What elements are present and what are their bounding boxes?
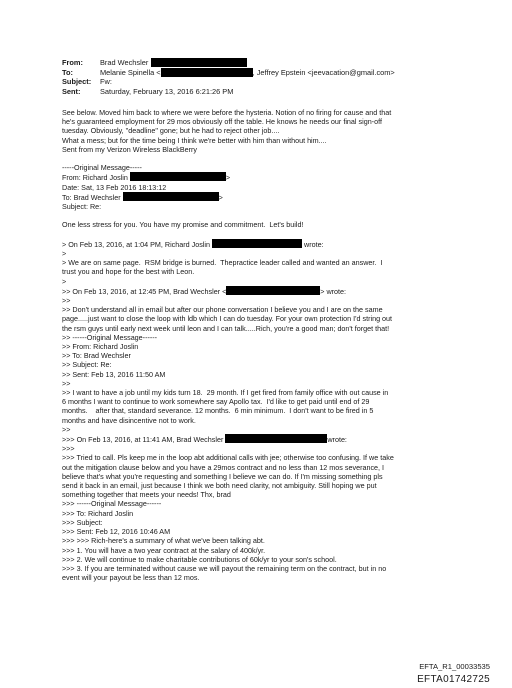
quote-line: >>> 1. You will have a two year contract at the salary of 400k/yr. [62, 545, 266, 555]
quote-line: >> To: Brad Wechsler [62, 351, 131, 361]
body-line: tuesday. Obviously, "deadline" gone; but he had to reject other job.... [62, 126, 280, 136]
body-line: Sent from my Verizon Wireless BlackBerry [62, 144, 198, 154]
bates-number-secondary: EFTA01742725 [417, 674, 490, 685]
from-label: From: [62, 58, 83, 67]
sent-value: Saturday, February 13, 2016 6:21:26 PM [100, 86, 234, 96]
quote-line: >>> [62, 444, 75, 454]
quote-line: >> Don't understand all in email but after our phone conversation I believe you and I are on the same [62, 305, 383, 315]
quote2-wrote: > wrote: [320, 286, 347, 296]
quote-line: trust you and hope for the best with Leon. [62, 267, 195, 277]
quote2-head-line [62, 286, 454, 296]
quote-line: >>> ------Original Message------ [62, 499, 162, 509]
quote-line: >>> Sent: Feb 12, 2016 10:46 AM [62, 527, 171, 537]
quote1-head: > On Feb 13, 2016, at 1:04 PM, Richard Joslin [62, 239, 211, 249]
sent-label: Sent: [62, 86, 81, 96]
quote2-head: >> On Feb 13, 2016, at 12:45 PM, Brad Wechsler < [62, 286, 227, 296]
original-to: To: Brad Wechsler [62, 192, 121, 202]
quote-line: months. after that, standard severance. 12 months. 6 min minimum. I don't want to be fired in 5 [62, 406, 374, 416]
quote-line: >> Subject: Re: [62, 360, 112, 370]
quote-line: >>> 3. If you are terminated without cause we will payout the remaining term on the contract, but in no [62, 563, 387, 573]
original-date: Date: Sat, 13 Feb 2016 18:13:12 [62, 182, 167, 192]
quote-line: 6 months I want to continue to work somewhere say Apollo tax. I'd like to get paid until end of 29 [62, 397, 370, 407]
body-line: he's guaranteed employment for 29 mos obviously off the table. He knows he needs our final sign-off [62, 117, 382, 127]
original-from: From: Richard Joslin [62, 173, 128, 183]
original-from-line: From: Richard Joslin > [62, 173, 231, 183]
redaction-bar [226, 286, 320, 295]
quote1-wrote: wrote: [304, 239, 324, 249]
quote-line: > [62, 249, 67, 258]
email-body [62, 108, 454, 582]
original-to-line: To: Brad Wechsler > [62, 192, 223, 202]
quote-line: >>> Subject: [62, 517, 103, 527]
quote-line: >> [62, 424, 71, 434]
quote-line: >> From: Richard Joslin [62, 342, 139, 352]
redaction-bar [151, 58, 247, 67]
bates-number-primary: EFTA_R1_00033535 [419, 662, 490, 671]
subject-value: Fw: [100, 77, 112, 87]
quote-line: months and have disincentive not to work. [62, 415, 196, 425]
quote-line: >> Sent: Feb 13, 2016 11:50 AM [62, 369, 166, 379]
quote-line: >>> To: Richard Joslin [62, 508, 134, 518]
quote-line: page.....just want to close the loop with ldb which I can do tuesday. For your own protection I'd string out [62, 314, 393, 324]
quote3-head: >>> On Feb 13, 2016, at 11:41 AM, Brad Wechsler [62, 435, 224, 445]
quote3-wrote: wrote: [327, 435, 347, 445]
header-to-row [62, 68, 395, 78]
redaction-bar [123, 192, 219, 201]
quote-line: >>> 2. We will continue to make charitable contributions of 60k/yr to your son's school. [62, 554, 337, 564]
quote-line: > [62, 276, 67, 286]
quote-line: >> [62, 378, 71, 388]
to-value: Melanie Spinella < [100, 67, 161, 77]
quote-line: >> I want to have a job until my kids turn 18. 29 month. If I get fired from family office with out cause in [62, 388, 389, 398]
quote-line: believe that's what you're requesting and something I believe we can do. If I'm missing something pls [62, 471, 383, 481]
quote-line: >> [62, 296, 71, 306]
quote-line: >>> >>> Rich-here's a summary of what we've been talking abt. [62, 536, 265, 546]
header-subject-row [62, 77, 395, 87]
redaction-bar [212, 239, 302, 248]
reply-line: One less stress for you. You have my promise and commitment. Let's build! [62, 220, 304, 230]
subject-label: Subject: [62, 77, 92, 87]
to-value-rest: , Jeffrey Epstein <jeevacation@gmail.com> [252, 67, 395, 77]
quote1-head-line [62, 239, 454, 249]
header-sent-row [62, 87, 395, 97]
quote-line: >>> Tried to call. Pls keep me in the loop abt additional calls with jee; otherwise too confusing. If we take [62, 453, 394, 463]
quote-line: out the mitigation clause below and you have a 29mos contract and no less than 12 mos severance, I [62, 462, 385, 472]
to-label: To: [62, 67, 73, 77]
redaction-bar [225, 434, 327, 443]
quote3-head-line [62, 434, 454, 444]
quote-line: event will your payout be less than 12 mos. [62, 573, 200, 583]
original-subject: Subject: Re: [62, 202, 102, 212]
redaction-bar [161, 68, 253, 77]
quote-line: >> ------Original Message------ [62, 332, 158, 342]
quote-line: > We are on same page. RSM bridge is burned. Thepractice leader called and wanted an answer. I [62, 258, 383, 268]
header-from-row [62, 58, 395, 68]
quote-line: something together that meets your needs! Thx, brad [62, 490, 231, 500]
email-header [62, 58, 395, 96]
redaction-bar [130, 172, 226, 181]
body-line: See below. Moved him back to where we were before the hysteria. Notion of no firing for cause and that [62, 108, 392, 117]
quote-line: send it back in an email, just because I think we both need clarity, not ambiguity. Still hoping we put [62, 481, 377, 491]
original-message-title: -----Original Message----- [62, 163, 142, 173]
body-line: What a mess; but for the time being I think we're better with him than without him.... [62, 135, 327, 145]
quote-line: the rsm guys until early next week until leon and I can talk.....Rich, you're a good man; don't forget that! [62, 323, 390, 333]
from-value: Brad Wechsler [100, 58, 149, 67]
